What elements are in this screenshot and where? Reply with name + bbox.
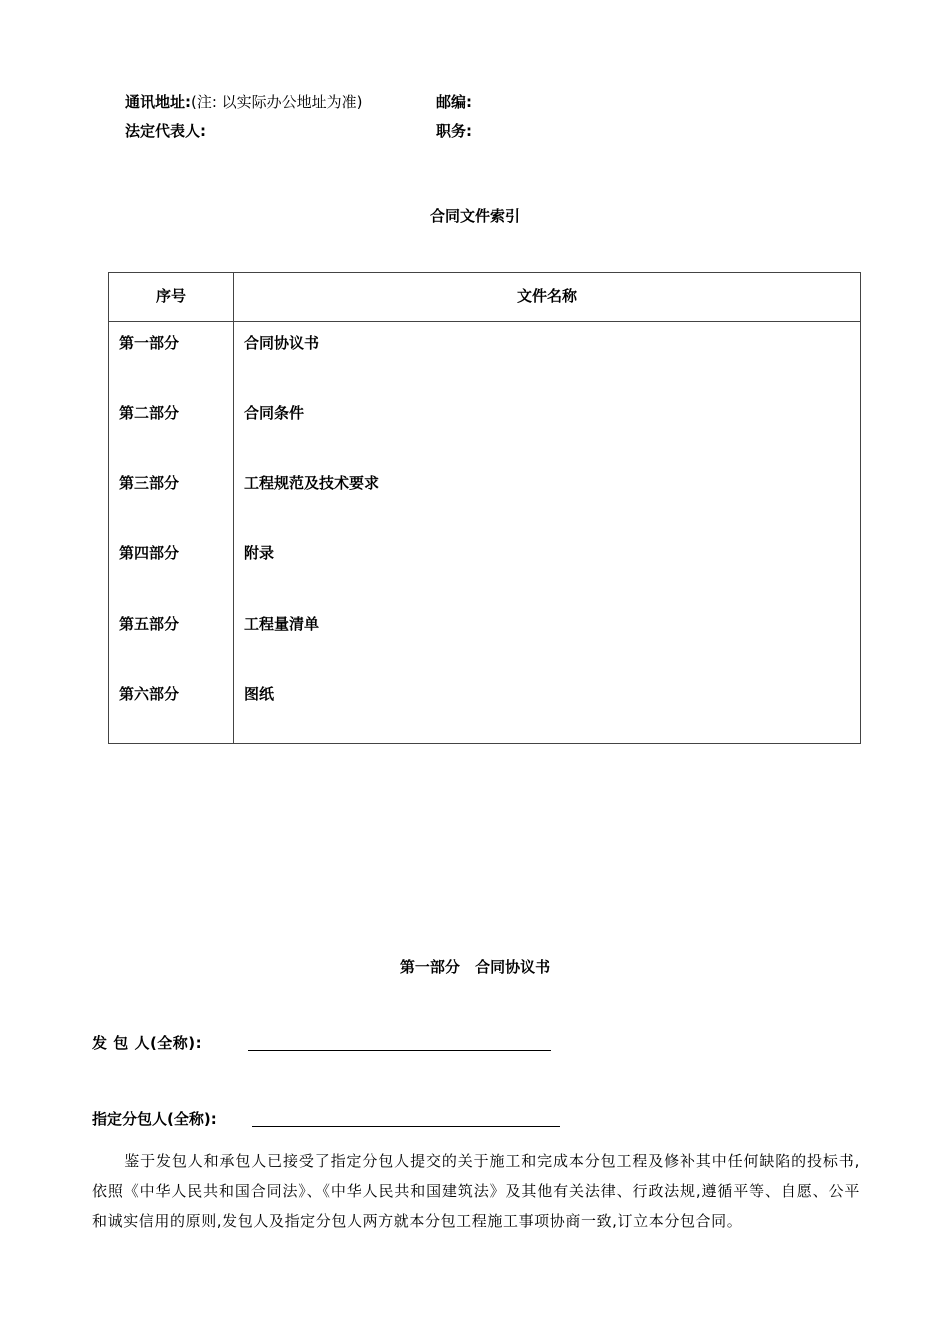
address-note: (注: 以实际办公地址为准) <box>191 93 363 111</box>
row-name: 合同协议书 <box>244 334 320 352</box>
row-seq: 第四部分 <box>119 544 180 562</box>
row-name: 工程量清单 <box>244 615 320 633</box>
row-seq: 第二部分 <box>119 404 180 422</box>
position-label: 职务: <box>436 122 472 140</box>
recital-paragraph <box>92 1146 860 1236</box>
column-header-seq: 序号 <box>155 287 186 305</box>
row-name: 图纸 <box>244 685 275 703</box>
row-seq: 第一部分 <box>119 334 180 352</box>
subcontractor-label: 指定分包人(全称): <box>92 1110 217 1128</box>
employer-label: 发 包 人(全称): <box>92 1034 203 1052</box>
row-seq: 第三部分 <box>119 474 180 492</box>
header-divider <box>109 321 860 322</box>
recital-text: 鉴于发包人和承包人已接受了指定分包人提交的关于施工和完成本分包工程及修补其中任何缺陷的投标书,依照《中华人民共和国合同法》、《中华人民共和国建筑法》及其他有关法律、行政法规,遵循平等、自愿、公平和诚实信用的原则,发包人及指定分包人两方就本分包工程施工事项协商一致,订立本分包合同。 <box>92 1152 860 1230</box>
subcontractor-name-blank <box>252 1126 560 1127</box>
row-name: 工程规范及技术要求 <box>244 474 380 492</box>
postcode-label: 邮编: <box>436 93 472 111</box>
section-title: 第一部分 合同协议书 <box>399 958 551 976</box>
index-title: 合同文件索引 <box>429 207 520 225</box>
row-seq: 第五部分 <box>119 615 180 633</box>
address-line <box>125 92 363 112</box>
row-name: 附录 <box>244 544 275 562</box>
employer-name-blank <box>248 1050 551 1051</box>
contract-index-table <box>108 272 861 744</box>
row-seq: 第六部分 <box>119 685 180 703</box>
row-name: 合同条件 <box>244 404 305 422</box>
column-header-name: 文件名称 <box>516 287 577 305</box>
legal-rep-label: 法定代表人: <box>125 122 206 140</box>
address-label: 通讯地址: <box>125 93 191 111</box>
column-divider <box>233 273 234 743</box>
